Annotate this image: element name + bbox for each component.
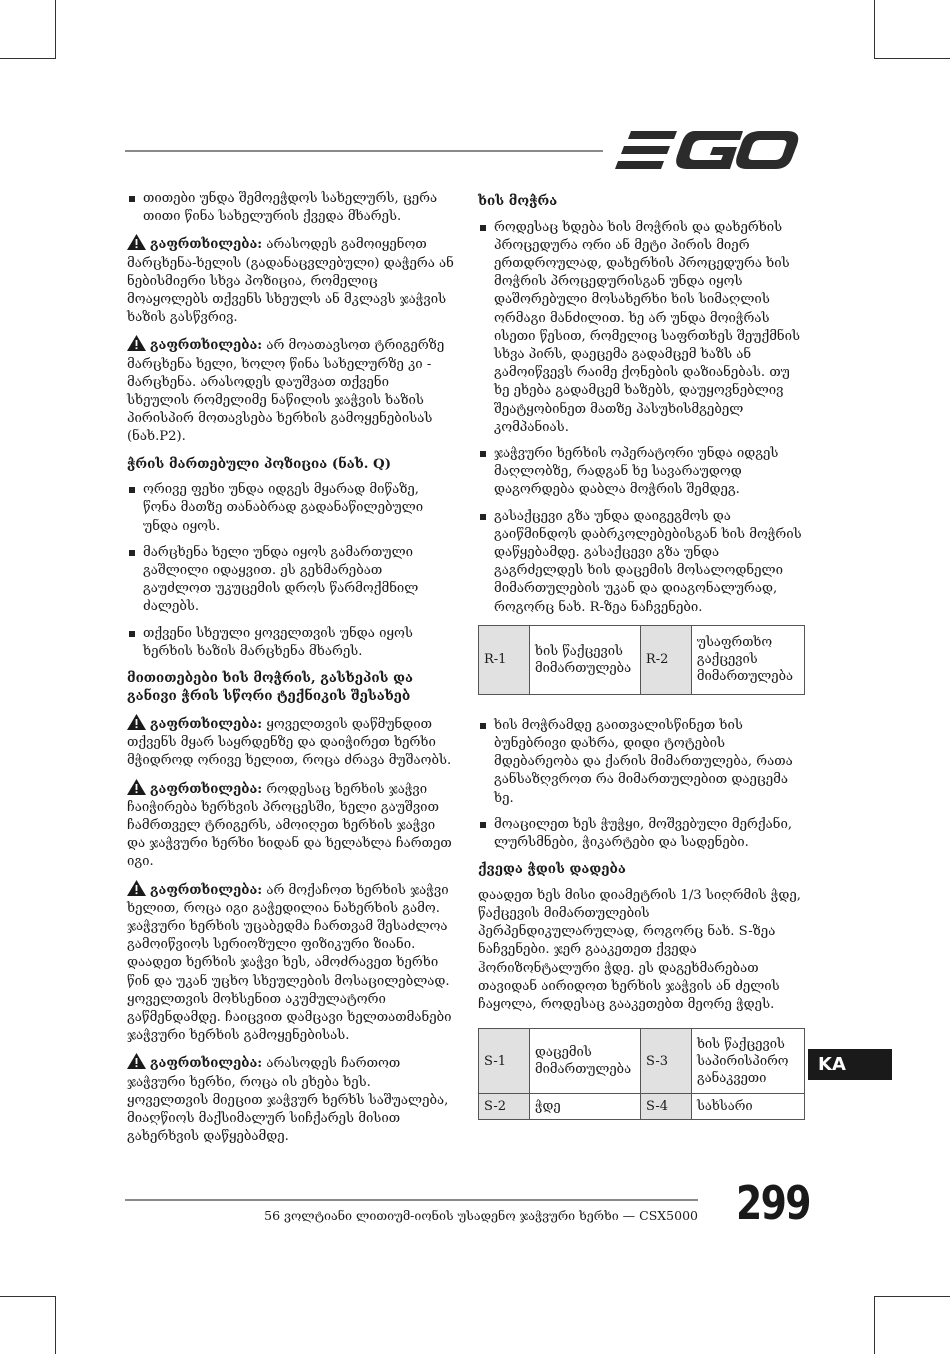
section-heading: ქვედა ჭდის დადება	[478, 861, 626, 878]
warning-block	[127, 1053, 454, 1146]
section-heading: ხის მოჭრა	[478, 193, 558, 209]
warning-text: არასოდეს გამოიყენოთ მარცხენა-ხელის (გადანაცვლებული) დაჭერა ან ნებისმიერი სხვა პოზიცია, რომელიც მოაყოლებს თქვენს სხეულს ან მკლავს ჯაჭვის ხაზის გასწვრივ.	[127, 237, 454, 326]
warning-text: ყოველთვის დაწმუნდით თქვენს მყარ საყრდენზე და დაიჭირეთ ხერხი მჭიდროდ ორივე ხელით, როცა ძრავა მუშაობს.	[127, 716, 452, 769]
warning-label: გაფრთხილება:	[150, 237, 263, 253]
paragraph: დაადეთ ხეს მისი დიამეტრის 1/3 სიღრმის ჭდე, წაქცევის მიმართულების პერპენდიკულარულად, როგორც ნახ. S-ზეა ნაჩვენები. ჯერ გააკეთეთ ქვედა ჰორიზონტალური ჭდე. ეს დაგეხმარებათ თავიდან აირიდოთ ხერხის ჯაჭვის ან ძელის ჩაყოლა, როდესაც გააკეთებთ მეორე ჭდეს.	[478, 887, 801, 1012]
table-cell: ხის წაქცევის საპირისპირო განაკვეთი	[691, 1029, 804, 1094]
warning-block	[127, 234, 454, 327]
bullet-item: გასაქცევი გზა უნდა დაიგეგმოს და გაიწმინდოს დაბრკოლებებისგან ხის მოჭრის დაწყებამდე. გასაქცევი გზა უნდა გაგრძელდეს ხის დაცემის მოსალოდნელი მიმართულების უკან და დიაგონალურად, როგორც ნახ. R-ზეა ნაჩვენები.	[478, 508, 805, 617]
right-column	[478, 190, 805, 1120]
table-cell: ხის წაქცევის მიმართულება	[530, 625, 641, 694]
section-heading: ჭრის მართებული პოზიცია (ნახ. Q)	[127, 455, 392, 472]
crop-mark	[874, 1296, 950, 1297]
ego-logo	[615, 128, 800, 173]
crop-mark	[0, 1296, 56, 1297]
table-row	[479, 1094, 805, 1120]
footer-rule	[125, 1199, 698, 1201]
table-cell: S-3	[640, 1029, 691, 1094]
warning-triangle-icon	[127, 880, 146, 896]
warning-block	[127, 335, 454, 446]
warning-block	[127, 880, 454, 1046]
crop-mark	[0, 58, 56, 59]
warning-block	[127, 779, 454, 872]
figure-r-legend-table	[478, 625, 805, 695]
table-row	[479, 625, 805, 694]
table-cell: სახსარი	[691, 1094, 804, 1120]
warning-text: არ მოქაჩოთ ხერხის ჯაჭვი ხელით, როცა იგი გაჭედილია ნახერხის გამო. ჯაჭვური ხერხის უცაბედმა ჩართვამ შესაძლოა გამოიწვიოს სერიოზული ფიზიკური ზიანი. დაადეთ ხერხის ჯაჭვი ხეს, ამოძრავეთ ხერხი წინ და უკან უცხო სხეულების მოსაცილებლად. ყოველთვის მოხსენით აკუმულატორი გაწმენდამდე. ჩაიცვით დამცავი ხელთათმანები ჯაჭვური ხერხის გამოყენებისას.	[127, 882, 452, 1044]
table-cell: R-1	[479, 625, 530, 694]
table-cell: S-1	[479, 1029, 530, 1094]
bullet-item: მოაცილეთ ხეს ჭუჭყი, მოშვებული მერქანი, ლურსმნები, ჭიკარტები და სადენები.	[478, 816, 805, 852]
crop-mark	[55, 0, 56, 58]
warning-triangle-icon	[127, 335, 146, 351]
warning-label: გაფრთხილება:	[150, 781, 263, 797]
left-column	[127, 190, 454, 1154]
table-row	[479, 1029, 805, 1094]
bullet-item: როდესაც ხდება ხის მოჭრის და დახერხის პროცედურა ორი ან მეტი პირის მიერ ერთდროულად, დახერხის პროცედურა ხის მოჭრის პროცედურისგან უნდა იყოს დაშორებული მოსახერხი ხის სიმაღლის ორმაგი მანძილით. ხე არ უნდა მოიჭრას ისეთი წესით, რომელიც საფრთხეს შეუქმნის სხვა პირს, დაეცემა გადამცემ ხაზს ან გამოიწვევს რაიმე ქონების დაზიანებას. თუ ხე ეხება გადამცემ ხაზებს, დაუყოვნებლივ შეატყობინეთ მათზე პასუხისმგებელ კომპანიას.	[478, 219, 805, 437]
table-cell: S-4	[640, 1094, 691, 1120]
crop-mark	[874, 58, 950, 59]
warning-triangle-icon	[127, 234, 146, 250]
warning-triangle-icon	[127, 1053, 146, 1069]
warning-label: გაფრთხილება:	[150, 716, 263, 732]
table-cell: დაცემის მიმართულება	[530, 1029, 641, 1094]
bullet-item: ორივე ფეხი უნდა იდგეს მყარად მიწაზე, წონა მათზე თანაბრად გადანაწილებული უნდა იყოს.	[127, 481, 454, 536]
warning-triangle-icon	[127, 714, 146, 730]
bullet-item: თქვენი სხეული ყოველთვის უნდა იყოს ხერხის ხაზის მარცხენა მხარეს.	[127, 625, 454, 661]
warning-label: გაფრთხილება:	[150, 338, 263, 354]
language-tab: KA	[808, 1049, 892, 1080]
warning-label: გაფრთხილება:	[150, 882, 263, 898]
header-rule	[125, 150, 603, 152]
page-number: 299	[736, 1176, 810, 1230]
warning-text: არასოდეს ჩართოთ ჯაჭვური ხერხი, როცა ის ეხება ხეს. ყოველთვის მიეცით ჯაჭვურ ხერხს საშუალება, მიაღწიოს მაქსიმალურ სიჩქარეს მისით გახერხვის დაწყებამდე.	[127, 1056, 449, 1145]
bullet-item: მარცხენა ხელი უნდა იყოს გამართული გაშლილი იდაყვით. ეს გეხმარებათ გაუძლოთ უკუცემის დროს წარმოქმნილ ძალებს.	[127, 544, 454, 617]
crop-mark	[55, 1296, 56, 1354]
warning-text: არ მოათავსოთ ტრიგერზე მარცხენა ხელი, ხოლო წინა სახელურზე კი - მარცხენა. არასოდეს დაუშვათ თქვენი სხეულის რომელიმე ნაწილის ჯაჭვის ხაზის პირისპირ მოთავსება ხერხის გამოყენებისას (ნახ.P2).	[127, 338, 445, 445]
warning-label: გაფრთხილება:	[150, 1056, 263, 1072]
figure-s-legend-table	[478, 1028, 805, 1120]
warning-text: როდესაც ხერხის ჯაჭვი ჩაიჭირება ხერხვის პროცესში, ხელი გაუშვით ჩამრთველ ტრიგერს, ამოიღეთ ხერხის ჯაჭვი და ჯაჭვური ხერხი ხიდან და ხელახლა ჩართეთ იგი.	[127, 781, 452, 870]
crop-mark	[874, 0, 875, 58]
section-heading: მითითებები ხის მოჭრის, გასხეპის და განივი ჭრის სწორი ტექნიკის შესახებ	[127, 669, 413, 705]
bullet-item: ჯაჭვური ხერხის ოპერატორი უნდა იდგეს მაღლობზე, რადგან ხე სავარაუდოდ დაგორდება დაბლა მოჭრის შემდეგ.	[478, 445, 805, 500]
warning-triangle-icon	[127, 779, 146, 795]
table-cell: ჭდე	[530, 1094, 641, 1120]
table-cell: უსაფრთხო გაქცევის მიმართულება	[691, 625, 804, 694]
table-cell: S-2	[479, 1094, 530, 1120]
table-cell: R-2	[640, 625, 691, 694]
bullet-item: ხის მოჭრამდე გაითვალისწინეთ ხის ბუნებრივი დახრა, დიდი ტოტების მდებარეობა და ქარის მიმართულება, რათა განსაზღვროთ რა მიმართულებით დაეცემა ხე.	[478, 717, 805, 808]
bullet-item: თითები უნდა შემოეჭდოს სახელურს, ცერა თითი წინა სახელურის ქვედა მხარეს.	[127, 190, 454, 226]
footer-text: 56 ვოლტიანი ლითიუმ-იონის უსადენო ჯაჭვური ხერხი — CSX5000	[264, 1208, 698, 1223]
crop-mark	[874, 1296, 875, 1354]
warning-block	[127, 714, 454, 771]
